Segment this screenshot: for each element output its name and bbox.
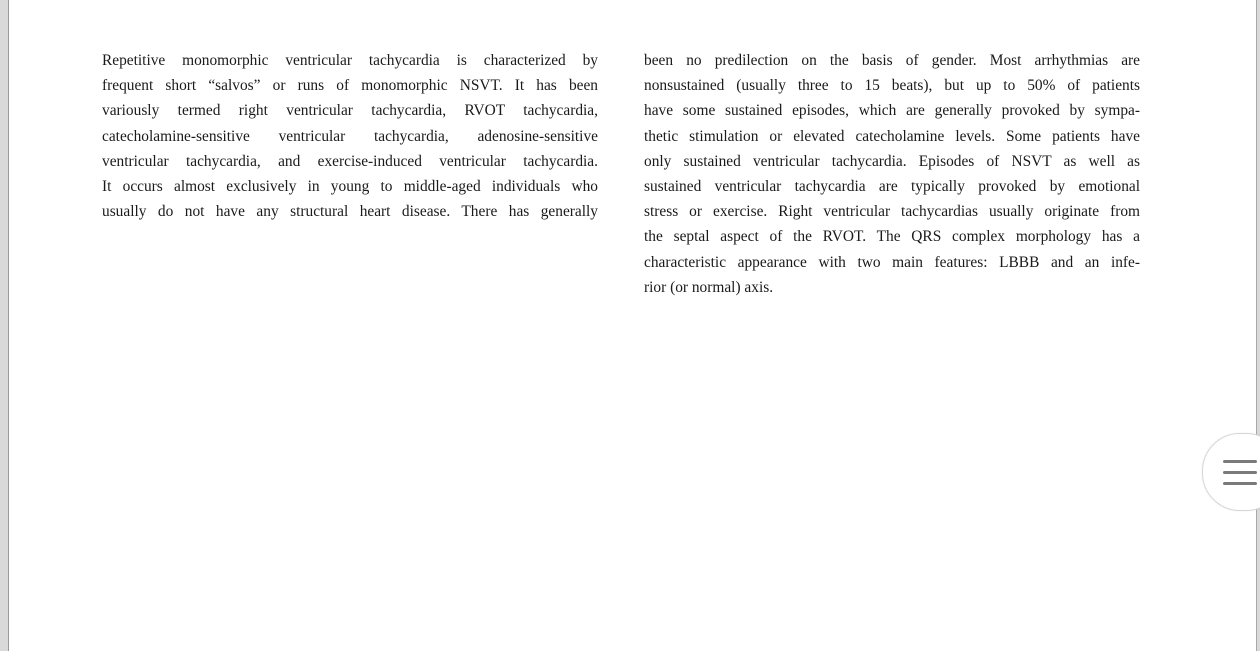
right-text-column	[644, 48, 1140, 300]
text-line: the septal aspect of the RVOT. The QRS complex morphology has a	[644, 228, 1140, 246]
menu-icon-bar	[1223, 482, 1257, 485]
text-line: characteristic appearance with two main features: LBBB and an infe-	[644, 253, 1140, 271]
text-line: have some sustained episodes, which are generally provoked by sympa-	[644, 102, 1140, 120]
text-line: stress or exercise. Right ventricular tachycardias usually originate from	[644, 203, 1140, 221]
document-page	[9, 0, 1256, 651]
text-line: ventricular tachycardia, and exercise-induced ventricular tachycardia.	[102, 152, 598, 170]
text-line: been no predilection on the basis of gender. Most arrhythmias are	[644, 52, 1140, 69]
left-text-column	[102, 48, 598, 224]
text-line: rior (or normal) axis.	[644, 278, 774, 296]
text-line: sustained ventricular tachycardia are typically provoked by emotional	[644, 177, 1140, 195]
text-line: It occurs almost exclusively in young to middle-aged individuals who	[102, 177, 598, 195]
hamburger-menu-icon	[1223, 460, 1257, 486]
text-line: thetic stimulation or elevated catecholamine levels. Some patients have	[644, 127, 1140, 145]
menu-icon-bar	[1223, 471, 1257, 474]
left-gutter	[0, 0, 8, 651]
text-line: variously termed right ventricular tachycardia, RVOT tachycardia,	[102, 102, 598, 120]
text-line: catecholamine-sensitive ventricular tachycardia, adenosine-sensitive	[102, 127, 598, 145]
text-line: frequent short “salvos” or runs of monomorphic NSVT. It has been	[102, 77, 598, 95]
text-line: nonsustained (usually three to 15 beats), but up to 50% of patients	[644, 77, 1140, 95]
menu-icon-bar	[1223, 460, 1257, 463]
text-line: Repetitive monomorphic ventricular tachycardia is characterized by	[102, 52, 598, 69]
text-line: only sustained ventricular tachycardia. Episodes of NSVT as well as	[644, 152, 1140, 170]
text-line: usually do not have any structural heart disease. There has generally	[102, 203, 598, 221]
